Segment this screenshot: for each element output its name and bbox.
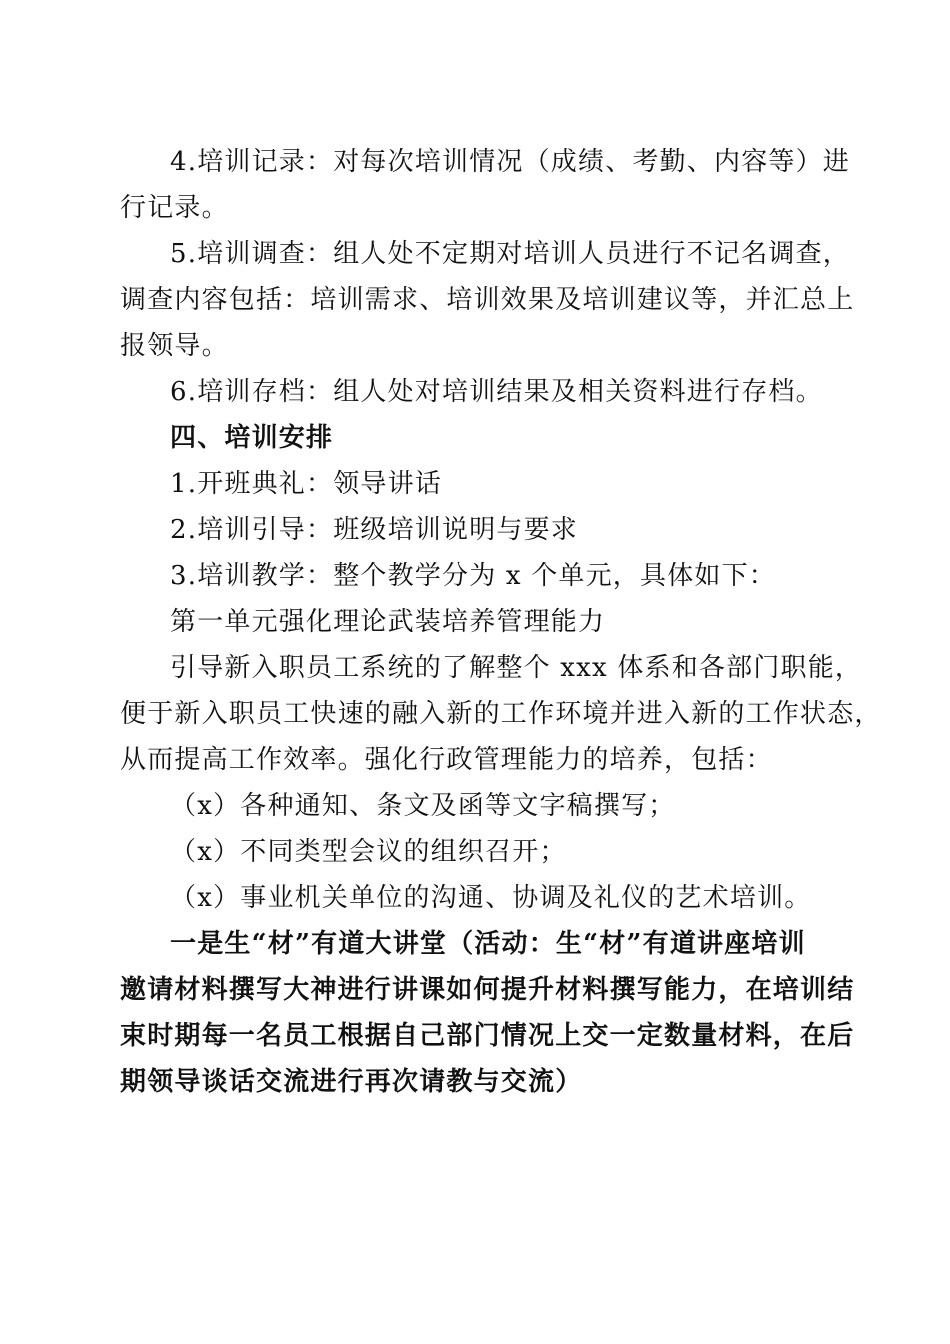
paragraph-line: 调查内容包括：培训需求、培训效果及培训建议等，并汇总上 [120,285,855,315]
paragraph-line: 6.培训存档：组人处对培训结果及相关资料进行存档。 [170,377,823,407]
list-item: （x）不同类型会议的组织召开； [170,837,567,867]
list-item: （x）各种通知、条文及函等文字稿撰写； [170,791,676,821]
paragraph-line: 引导新入职员工系统的了解整个 xxx 体系和各部门职能， [170,653,863,683]
activity-paragraph-line: 期领导谈话交流进行再次请教与交流） [120,1067,583,1097]
unit-heading: 第一单元强化理论武装培养管理能力 [170,607,606,637]
list-item: 1.开班典礼：领导讲话 [170,469,443,499]
section-heading: 四、培训安排 [170,423,334,453]
activity-paragraph-line: 束时期每一名员工根据自己部门情况上交一定数量材料，在后 [120,1021,855,1051]
list-item: 2.培训引导：班级培训说明与要求 [170,515,579,545]
list-item: （x）事业机关单位的沟通、协调及礼仪的艺术培训。 [170,883,812,913]
paragraph-line: 4.培训记录：对每次培训情况（成绩、考勤、内容等）进 [170,147,851,177]
paragraph-line: 5.培训调查：组人处不定期对培训人员进行不记名调查， [170,239,851,269]
list-item: 3.培训教学：整个教学分为 x 个单元，具体如下： [170,561,776,591]
paragraph-line: 行记录。 [120,193,229,223]
paragraph-line: 便于新入职员工快速的融入新的工作环境并进入新的工作状态， [120,699,882,729]
activity-paragraph-line: 邀请材料撰写大神进行讲课如何提升材料撰写能力，在培训结 [120,975,855,1005]
activity-paragraph-line: 一是生“材”有道大讲堂（活动：生“材”有道讲座培训 [170,929,806,959]
paragraph-line: 从而提高工作效率。强化行政管理能力的培养，包括： [120,745,773,775]
paragraph-line: 报领导。 [120,331,229,361]
